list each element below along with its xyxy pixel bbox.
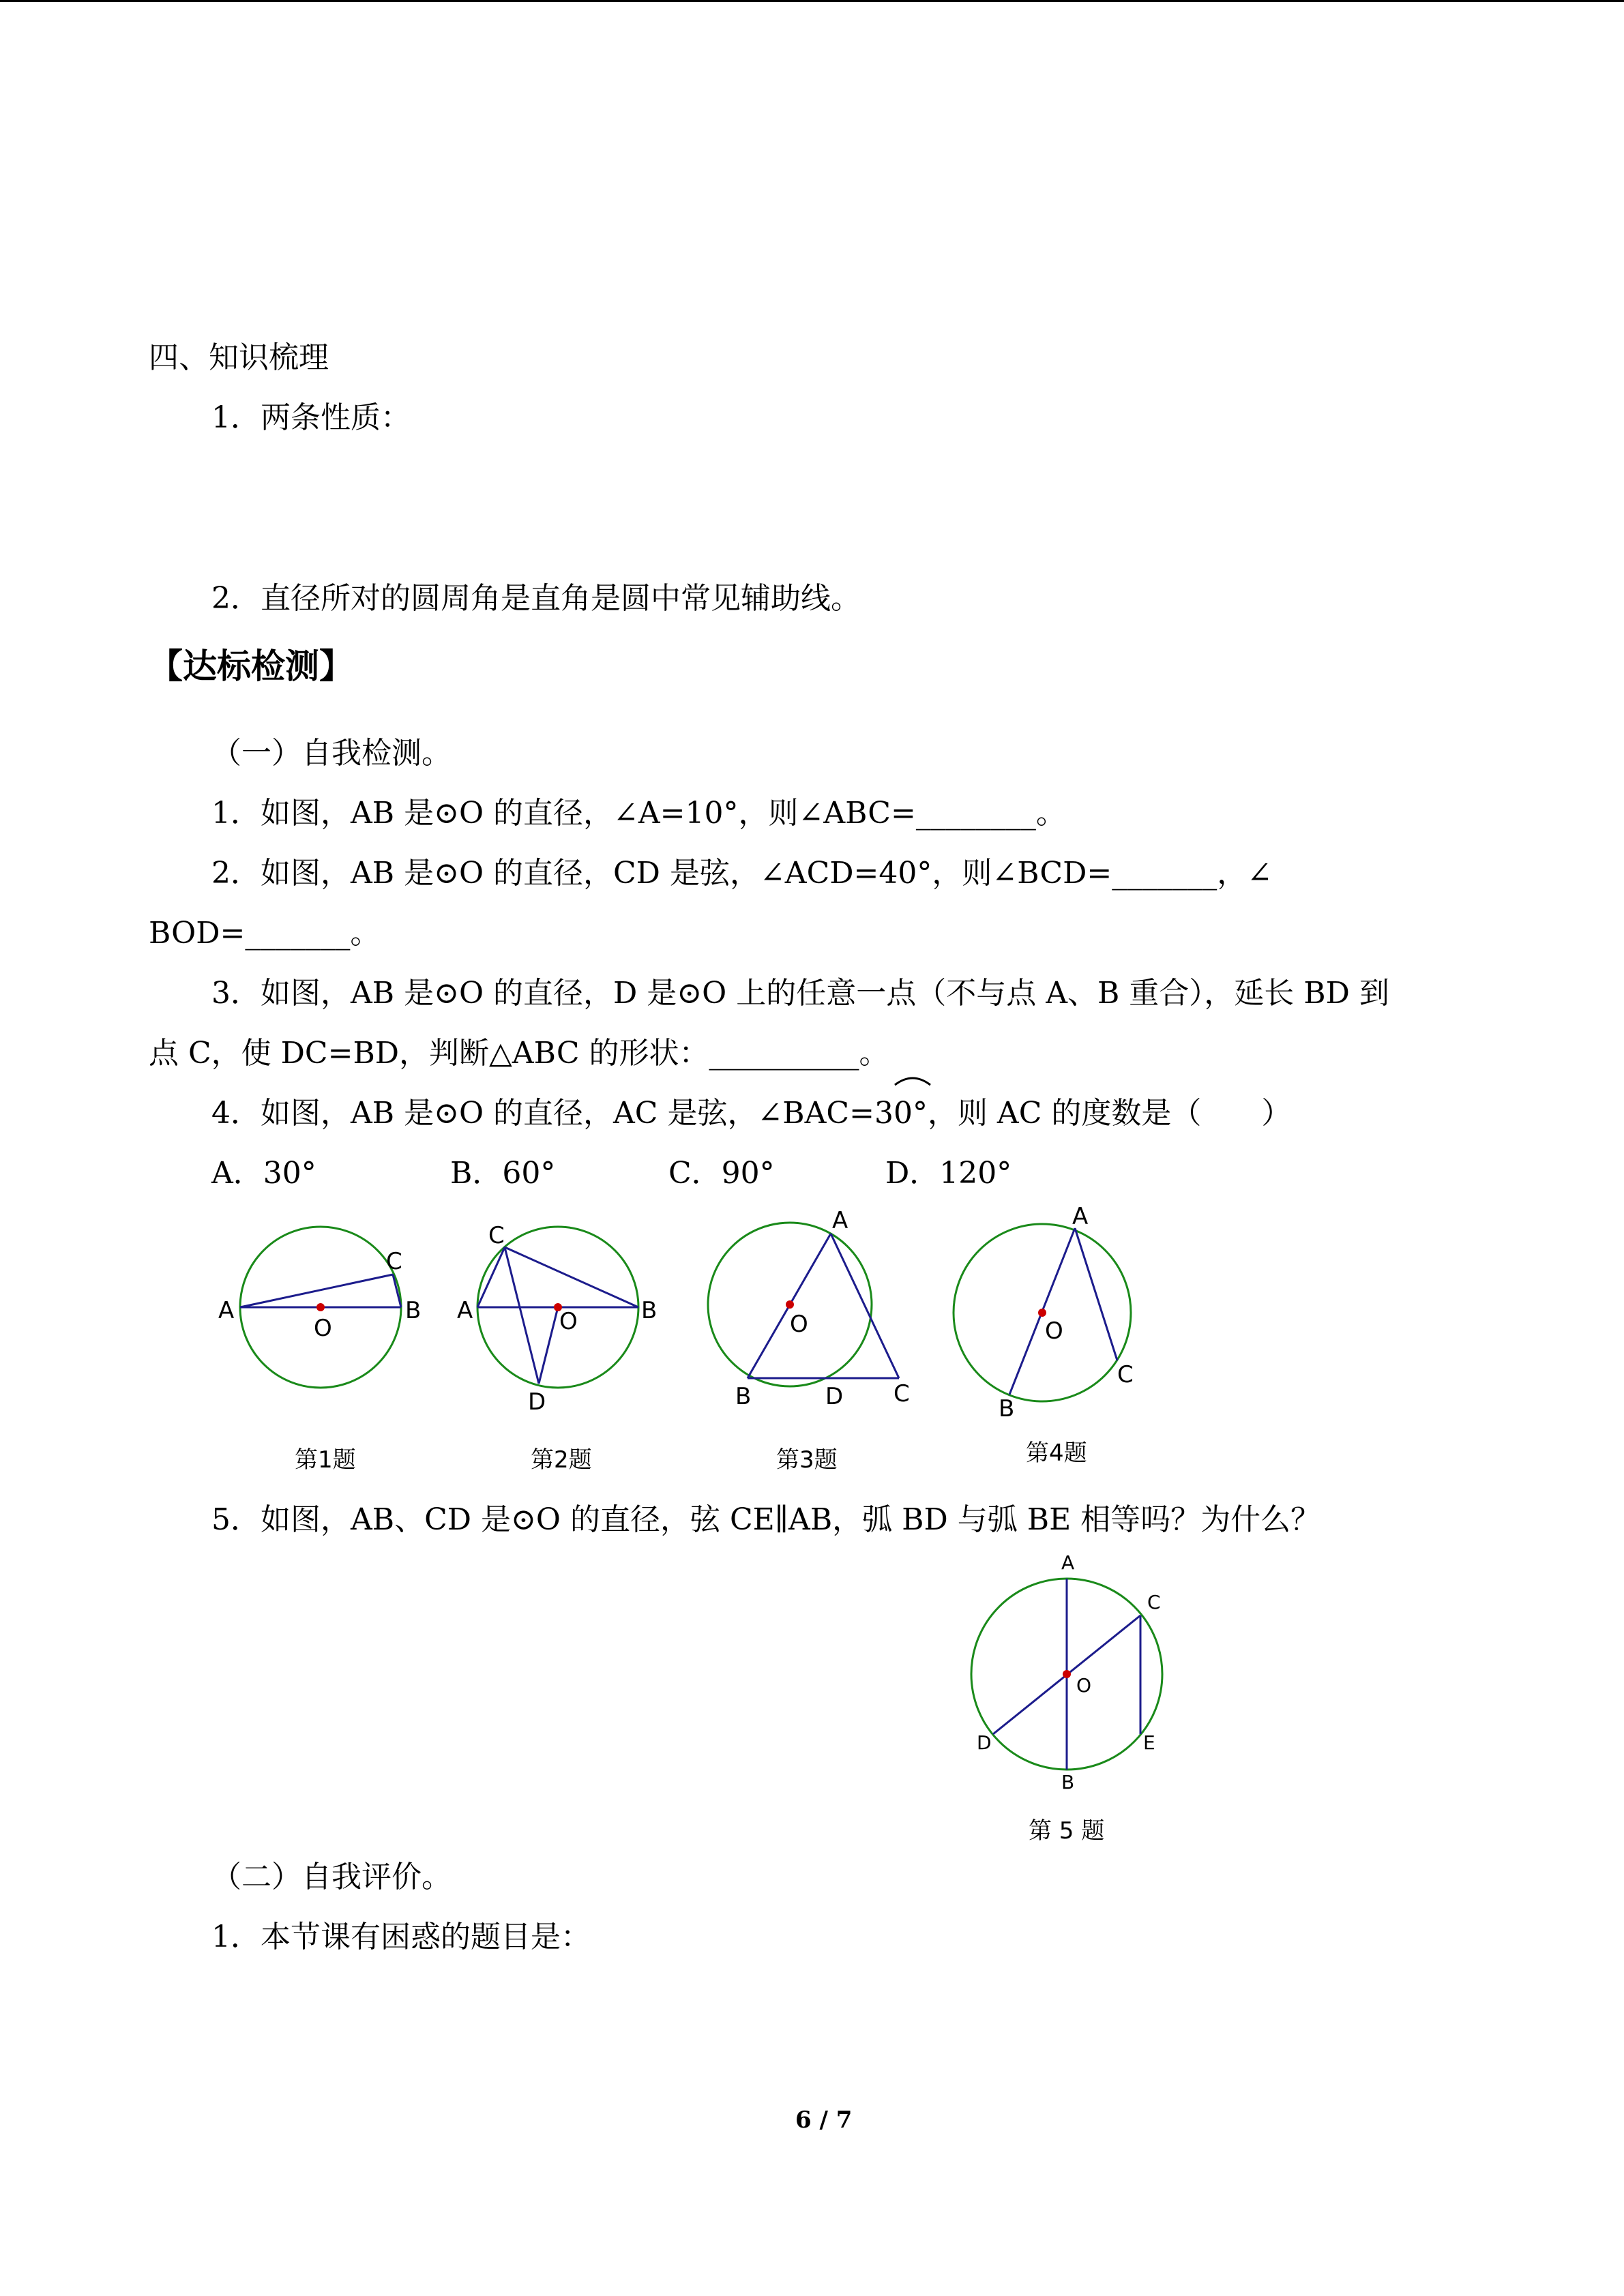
fig2-label-o: O [559,1308,578,1335]
self-evaluation-subtitle: （二）自我评价。 [211,1860,452,1894]
section4-title: 四、知识梳理 [149,340,329,375]
figure-4 [941,1202,1173,1420]
figure-2 [450,1216,668,1414]
page-number: 6 / 7 [795,2106,853,2134]
question-2-line1: 2．如图，AB 是⊙O 的直径，CD 是弦，∠ACD=40°，则∠BCD=_______，∠ [211,856,1273,891]
fig5-label-c: C [1147,1591,1161,1613]
fig4-label-c: C [1117,1361,1134,1388]
q4-option-b: B．60° [450,1156,556,1191]
fig2-label-d: D [528,1388,546,1414]
fig1-center-point [316,1303,325,1311]
fig4-label-o: O [1045,1317,1063,1345]
q4-option-c: C．90° [668,1156,775,1191]
fig2-chord-ca [477,1247,505,1307]
fig5-label-o: O [1076,1674,1092,1697]
fig4-label-b: B [999,1395,1015,1420]
fig2-label-b: B [641,1297,658,1324]
question-1: 1．如图，AB 是⊙O 的直径，∠A=10°，则∠ABC=________。 [211,796,1066,831]
evaluation-item-1: 1．本节课有困惑的题目是： [211,1920,591,1954]
fig3-label-c: C [894,1380,910,1407]
figure-5 [955,1550,1187,1795]
fig4-center-point [1038,1309,1046,1317]
question-2-line2: BOD=_______。 [149,916,381,951]
section4-item2: 2．直径所对的圆周角是直角是圆中常见辅助线。 [211,581,861,616]
figure-2-caption: 第2题 [531,1446,592,1474]
fig5-center-point [1063,1670,1071,1678]
fig5-label-d: D [977,1731,992,1754]
question-3-line2: 点 C，使 DC=BD，判断△ABC 的形状：__________。 [149,1036,889,1071]
arc-mark-icon [892,1071,933,1088]
fig5-label-e: E [1143,1731,1155,1754]
fig4-label-a: A [1072,1203,1089,1230]
fig1-label-b: B [405,1297,422,1324]
q4-option-d: D．120° [885,1156,1012,1191]
fig1-label-o: O [314,1315,332,1342]
figure-1-caption: 第1题 [295,1446,356,1474]
fig3-label-a: A [832,1207,848,1234]
fig2-chord-cd [505,1247,539,1384]
section4-item1: 1．两条性质： [211,400,411,435]
figure-4-caption: 第4题 [1026,1440,1087,1467]
fig2-chord-cb [505,1247,638,1307]
check-heading: 【达标检测】 [149,646,353,686]
fig3-label-d: D [825,1383,844,1410]
fig3-label-b: B [735,1383,752,1410]
fig2-label-c: C [488,1222,505,1249]
figure-5-caption: 第 5 题 [1029,1817,1105,1845]
question-5: 5．如图，AB、CD 是⊙O 的直径，弦 CE∥AB，弧 BD 与弧 BE 相等吗？为什么？ [211,1502,1321,1537]
fig1-label-a: A [218,1297,235,1324]
fig5-label-b: B [1061,1771,1075,1793]
fig2-label-a: A [457,1297,473,1324]
fig3-center-point [786,1300,794,1309]
q4-option-a: A．30° [211,1156,316,1191]
figure-3-caption: 第3题 [776,1446,838,1474]
figure-1 [205,1216,437,1400]
fig3-side-ac [831,1234,899,1378]
fig1-label-c: C [386,1248,402,1275]
figure-3 [696,1202,941,1420]
fig1-chord-ac [240,1274,393,1307]
question-3-line1: 3．如图，AB 是⊙O 的直径，D 是⊙O 上的任意一点（不与点 A、B 重合），延长 BD 到 [211,976,1389,1011]
self-check-subtitle: （一）自我检测。 [211,736,452,771]
fig3-label-o: O [790,1311,808,1338]
fig5-label-a: A [1061,1551,1075,1574]
fig4-chord-ac [1075,1228,1117,1360]
question-4: 4．如图，AB 是⊙O 的直径，AC 是弦，∠BAC=30°，则 AC 的度数是（ ） [211,1096,1292,1131]
fig2-radius-od [539,1307,558,1384]
